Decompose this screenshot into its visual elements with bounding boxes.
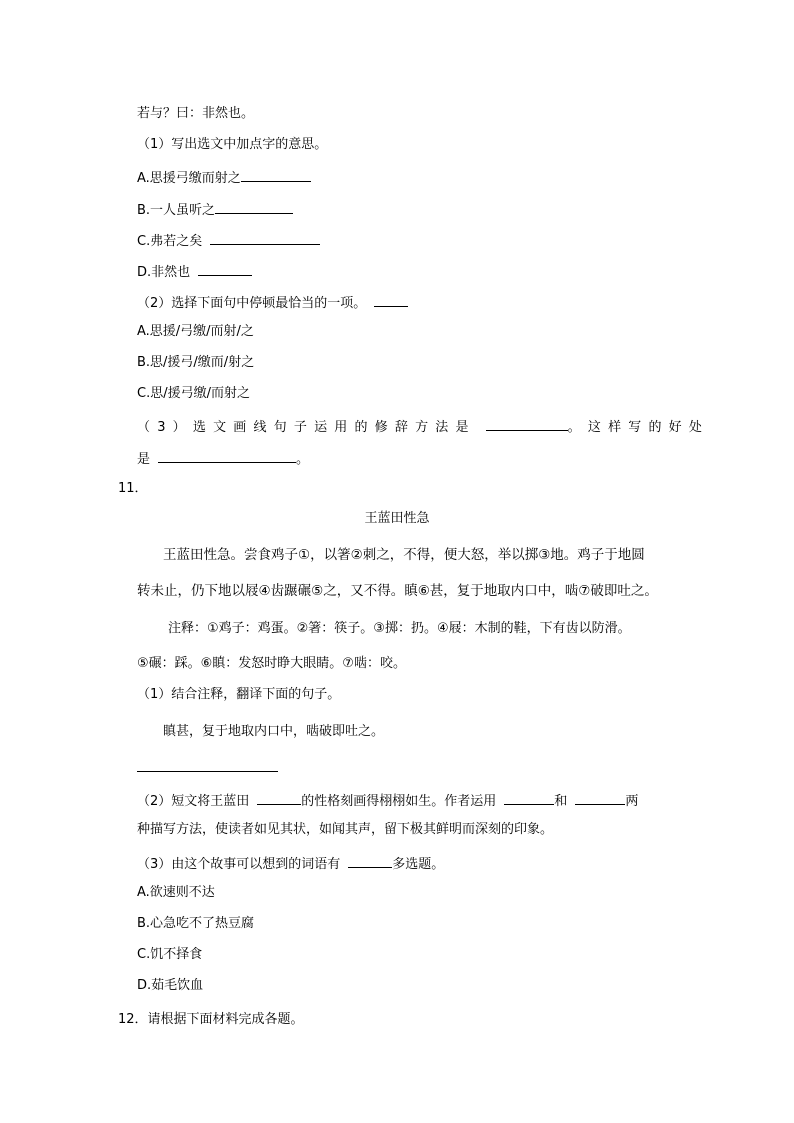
answer-blank[interactable] [374, 293, 408, 307]
q10-3-prompt-cont: 。这样写的好处 [567, 420, 710, 435]
q11-3-text-b: 多选题。 [392, 857, 445, 872]
answer-blank[interactable] [215, 200, 293, 214]
q10-1-item-d [137, 262, 252, 281]
q10-2-prompt: （2）选择下面句中停顿最恰当的一项。 [137, 296, 367, 311]
q10-2-option-c: C.思/援弓缴/而射之 [137, 386, 250, 401]
q11-1-prompt: （1）结合注释，翻译下面的句子。 [137, 687, 341, 702]
q10-2-prompt-line [137, 293, 408, 312]
annotation-line-2: ⑤碾：踩。⑥瞋：发怒时睁大眼睛。⑦啮：咬。 [137, 656, 406, 671]
passage-end-line: 若与？曰：非然也。 [137, 106, 255, 121]
annotation-line-1: 注释：①鸡子：鸡蛋。②箸：筷子。③掷：扔。④屐：木制的鞋，下有齿以防滑。 [168, 621, 631, 636]
item-b-text: B.一人虽听之 [137, 203, 216, 218]
item-d-text: D.非然也 [137, 265, 191, 280]
q11-1-answer-line[interactable] [137, 758, 278, 772]
answer-blank[interactable] [504, 791, 554, 805]
q11-2-line-1 [137, 791, 638, 810]
q10-1-item-a [137, 168, 311, 187]
q11-3-option-c: C.饥不择食 [137, 947, 203, 962]
answer-blank[interactable] [210, 231, 320, 245]
q10-2-option-b: B.思/援弓/缴而/射之 [137, 355, 255, 370]
q11-3-text-a: （3）由这个故事可以想到的词语有 [137, 857, 341, 872]
answer-blank[interactable] [486, 417, 568, 431]
q10-3-prompt: （3）选文画线句子运用的修辞方法是 [137, 420, 476, 435]
q11-2-text-d: 两 [625, 794, 639, 809]
q11-2-line-2: 种描写方法，使读者如见其状，如闻其声，留下极其鲜明而深刻的印象。 [137, 822, 554, 837]
passage-para-line-2: 转未止，仍下地以屐④齿蹍碾⑤之，又不得。瞋⑥甚，复于地取内口中，啮⑦破即吐之。 [137, 583, 658, 599]
q10-3-period: 。 [296, 452, 310, 467]
q11-3-option-a: A.欲速则不达 [137, 885, 215, 900]
q10-1-item-b [137, 200, 293, 219]
passage-title: 王蓝田性急 [364, 511, 430, 526]
q11-3-option-b: B.心急吃不了热豆腐 [137, 916, 255, 931]
answer-blank[interactable] [348, 854, 392, 868]
answer-blank[interactable] [158, 449, 296, 463]
q10-2-option-a: A.思援/弓缴/而射/之 [137, 324, 254, 339]
q11-3-prompt-line [137, 854, 444, 873]
passage-para-line-1: 王蓝田性急。尝食鸡子①，以箸②刺之，不得，便大怒，举以掷③地。鸡子于地圆 [163, 547, 645, 563]
q10-3-prompt-line2 [137, 449, 309, 468]
q11-2-text-c: 和 [554, 794, 568, 809]
question-12-prompt: 12．请根据下面材料完成各题。 [118, 1012, 304, 1027]
answer-blank[interactable] [241, 168, 311, 182]
answer-blank[interactable] [575, 791, 625, 805]
item-c-text: C.弗若之矣 [137, 234, 203, 249]
q11-2-text-a: （2）短文将王蓝田 [137, 794, 250, 809]
q10-1-prompt: （1）写出选文中加点字的意思。 [137, 137, 328, 152]
answer-blank[interactable] [257, 791, 301, 805]
q10-3-prompt-end: 是 [137, 452, 151, 467]
answer-blank[interactable] [198, 262, 252, 276]
item-a-text: A.思援弓缴而射之 [137, 171, 241, 186]
q11-1-sentence: 瞋甚，复于地取内口中，啮破即吐之。 [163, 724, 385, 739]
question-11-number: 11． [118, 481, 148, 496]
q11-2-text-b: 的性格刻画得栩栩如生。作者运用 [301, 794, 497, 809]
q10-1-item-c [137, 231, 320, 250]
q10-3-prompt-line [137, 417, 709, 436]
q11-3-option-d: D.茹毛饮血 [137, 978, 204, 993]
